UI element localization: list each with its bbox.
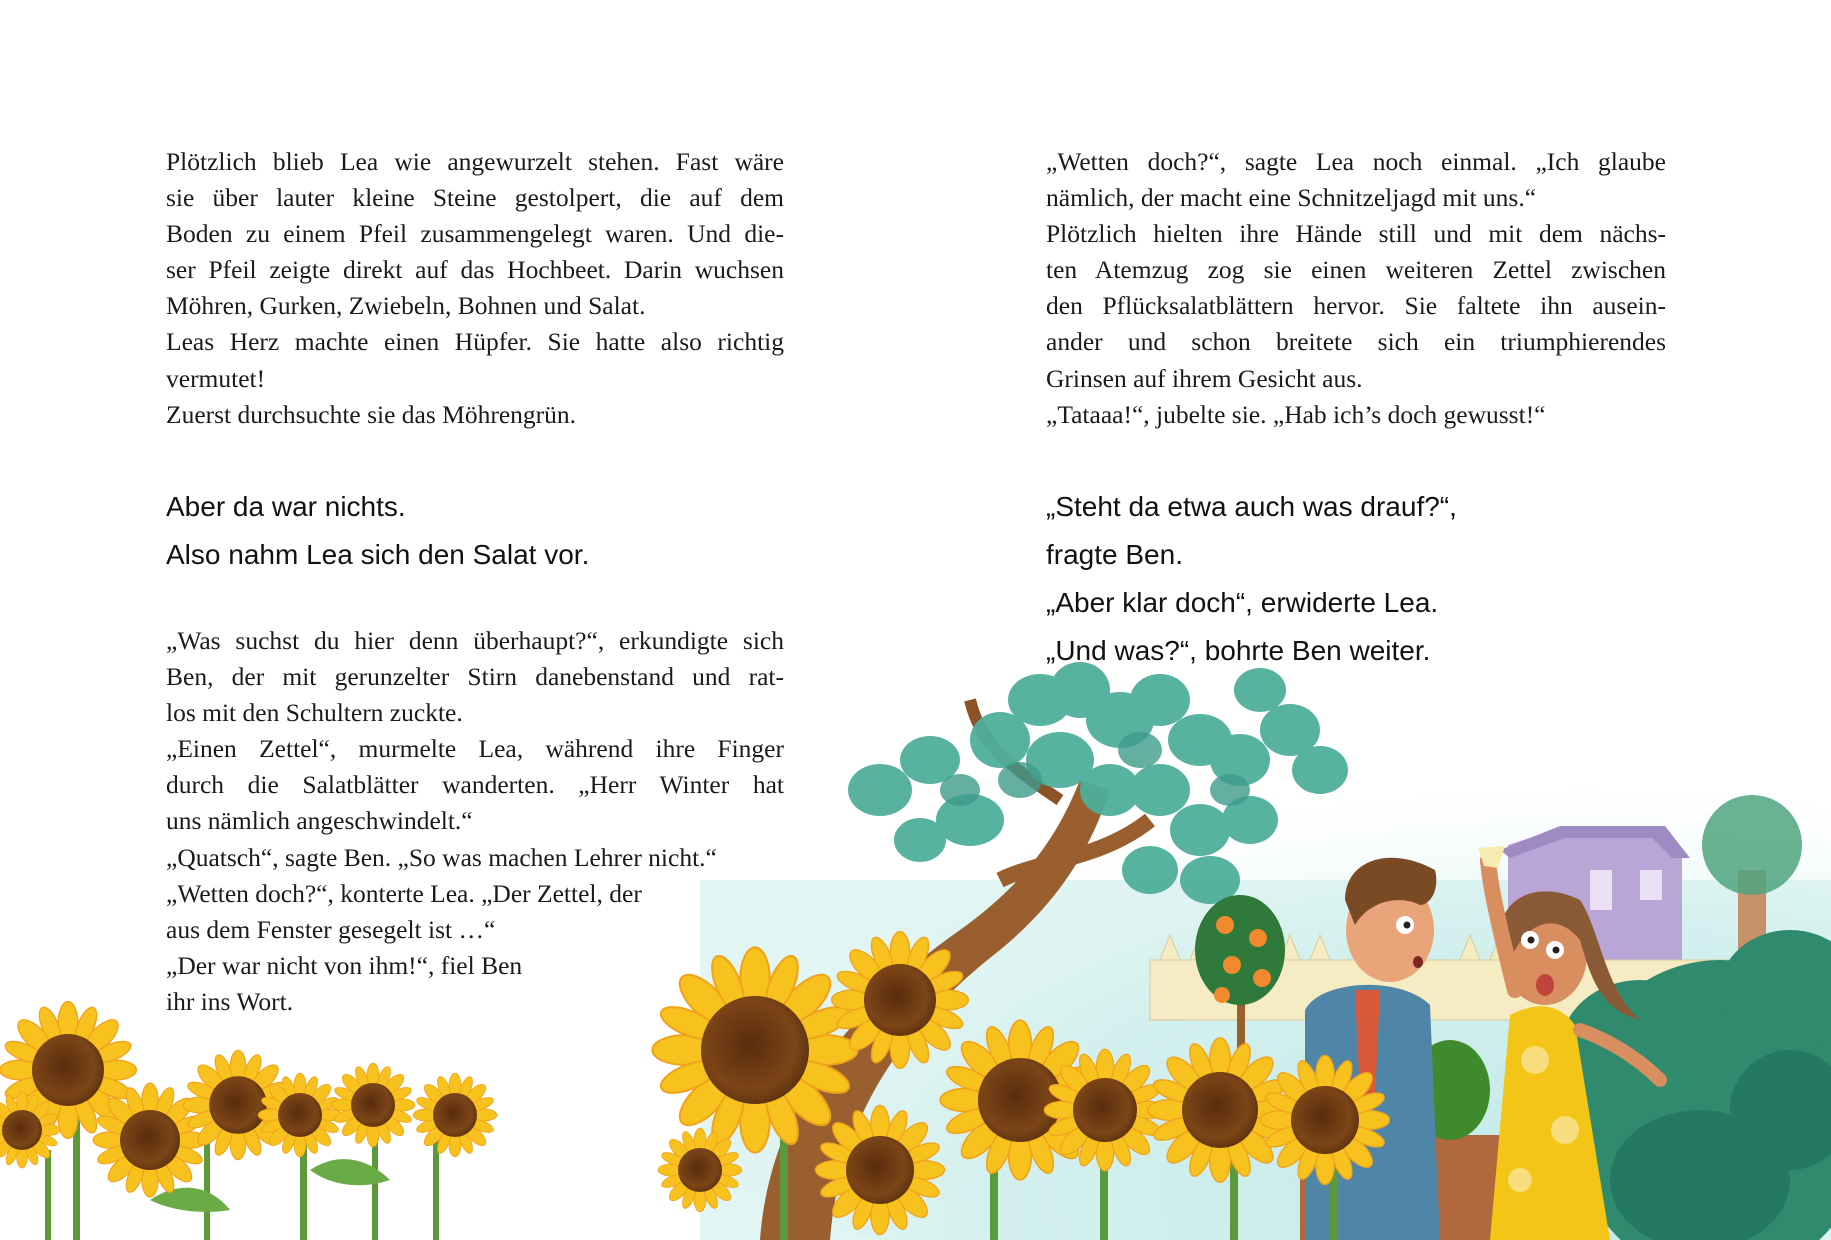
easy-read-line: Also nahm Lea sich den Salat vor. — [166, 539, 590, 570]
text-line: durch die Salatblätter wanderten. „Herr Winter hat — [166, 770, 784, 800]
text-line: Boden zu einem Pfeil zusammengelegt waren. Und die- — [166, 219, 784, 249]
easy-read-line: Aber da war nichts. — [166, 491, 406, 522]
easy-read-line: fragte Ben. — [1046, 539, 1183, 570]
text-line: ser Pfeil zeigte direkt auf das Hochbeet. Darin wuchsen — [166, 255, 784, 285]
left-page-paragraph-1 — [166, 144, 784, 433]
text-line: los mit den Schultern zuckte. — [166, 698, 463, 728]
text-line: ander und schon breitete sich ein triumphierendes — [1046, 327, 1666, 357]
text-line: Plötzlich hielten ihre Hände still und mit dem nächs- — [1046, 219, 1666, 249]
easy-read-line: „Steht da etwa auch was drauf?“, — [1046, 491, 1457, 522]
text-line: Plötzlich blieb Lea wie angewurzelt stehen. Fast wäre — [166, 147, 784, 176]
text-line: Zuerst durchsuchte sie das Möhrengrün. — [166, 399, 577, 429]
text-line: „Der war nicht von ihm!“, fiel Ben — [166, 950, 523, 980]
text-line: den Pflücksalatblättern hervor. Sie faltete ihn ausein- — [1046, 291, 1666, 321]
easy-read-line: „Aber klar doch“, erwiderte Lea. — [1046, 587, 1439, 618]
text-line: sie über lauter kleine Steine gestolpert, die auf dem — [166, 183, 784, 213]
text-line: „Einen Zettel“, murmelte Lea, während ihre Finger — [166, 734, 784, 764]
text-line: aus dem Fenster gesegelt ist …“ — [166, 914, 496, 944]
right-page-easy-read-text — [1046, 483, 1666, 675]
text-line: Ben, der mit gerunzelter Stirn danebenstand und rat- — [166, 662, 784, 692]
right-page-paragraph-1 — [1046, 144, 1666, 433]
text-line: ihr ins Wort. — [166, 986, 294, 1016]
text-line: Grinsen auf ihrem Gesicht aus. — [1046, 363, 1363, 393]
text-line: ten Atemzug zog sie einen weiteren Zettel zwischen — [1046, 255, 1666, 285]
left-page-easy-read-text — [166, 483, 784, 579]
text-line: „Wetten doch?“, sagte Lea noch einmal. „Ich glaube — [1046, 147, 1666, 176]
text-line: „Wetten doch?“, konterte Lea. „Der Zettel, der — [166, 878, 642, 908]
text-line: „Quatsch“, sagte Ben. „So was machen Lehrer nicht.“ — [166, 842, 717, 872]
text-line: nämlich, der macht eine Schnitzeljagd mit uns.“ — [1046, 183, 1537, 213]
text-line: „Tataaa!“, jubelte sie. „Hab ich’s doch gewusst!“ — [1046, 399, 1546, 429]
text-line: „Was suchst du hier denn überhaupt?“, erkundigte sich — [166, 626, 784, 655]
easy-read-line: „Und was?“, bohrte Ben weiter. — [1046, 635, 1431, 666]
text-line: vermutet! — [166, 363, 266, 393]
text-line: uns nämlich angeschwindelt.“ — [166, 806, 473, 836]
text-line: Leas Herz machte einen Hüpfer. Sie hatte also richtig — [166, 327, 784, 357]
text-line: Möhren, Gurken, Zwiebeln, Bohnen und Salat. — [166, 291, 646, 321]
left-page-paragraph-2 — [166, 623, 784, 1020]
